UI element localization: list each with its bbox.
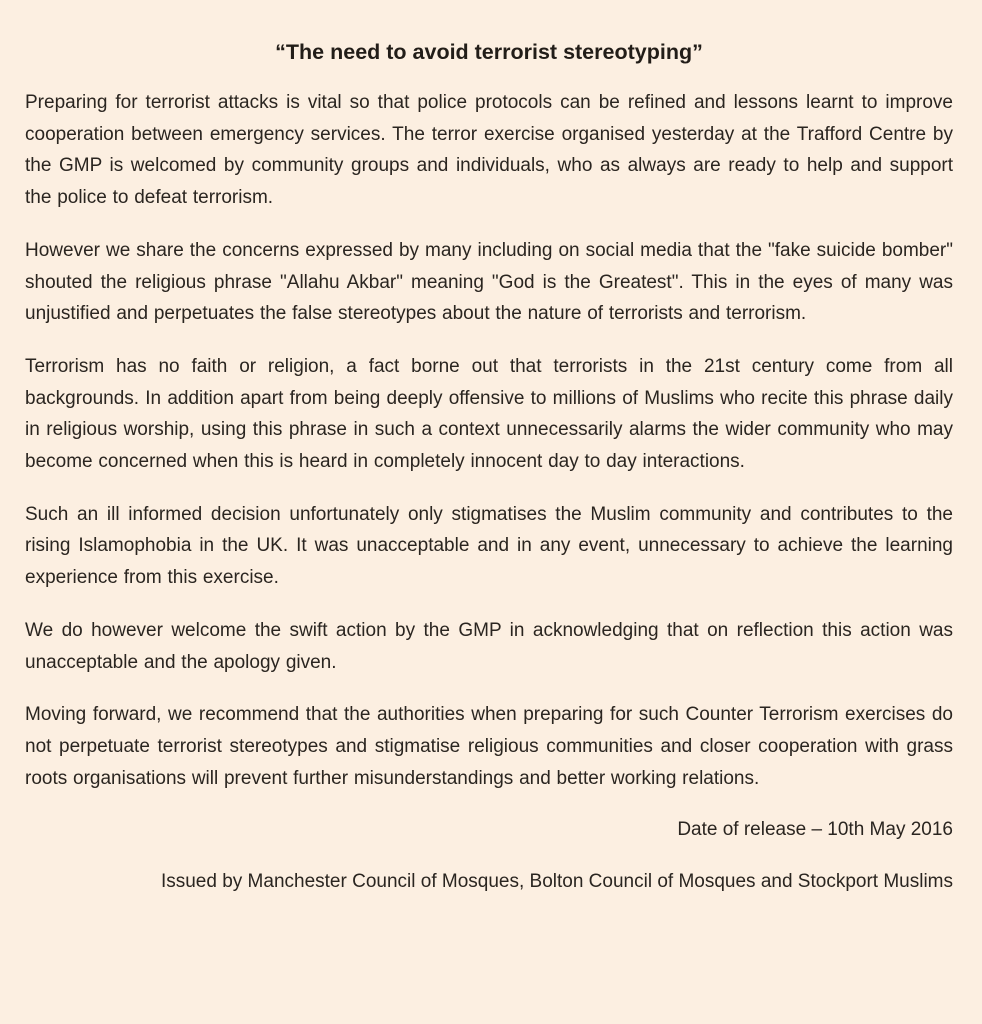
paragraph-3: Terrorism has no faith or religion, a fact borne out that terrorists in the 21st century come from all backgrounds. In addition apart from being deeply offensive to millions of Muslims who recite this phrase daily in religious worship, using this phrase in such a context unnecessarily alarms the wider community who may become concerned when this is heard in completely innocent day to day interactions. bbox=[25, 355, 953, 473]
document-title: “The need to avoid terrorist stereotyping” bbox=[275, 40, 703, 64]
paragraph-4: Such an ill informed decision unfortunately only stigmatises the Muslim community and contributes to the rising Islamophobia in the UK. It was unacceptable and in any event, unnecessary to achieve the learning experience from this exercise. bbox=[25, 503, 953, 589]
paragraph-1: Preparing for terrorist attacks is vital so that police protocols can be refined and lessons learnt to improve cooperation between emergency services. The terror exercise organised yesterday at the Trafford Centre by the GMP is welcomed by community groups and individuals, who as always are ready to help and support the police to defeat terrorism. bbox=[25, 92, 953, 209]
issued-by: Issued by Manchester Council of Mosques, Bolton Council of Mosques and Stockport Muslims bbox=[160, 871, 953, 893]
paragraph-6: Moving forward, we recommend that the authorities when preparing for such Counter Terrorism exercises do not perpetuate terrorist stereotypes and stigmatise religious communities and closer cooperation with grass roots organisations will prevent further misunderstandings and better working relations. bbox=[25, 704, 953, 789]
paragraph-5: We do however welcome the swift action by the GMP in acknowledging that on reflection this action was unacceptable and the apology given. bbox=[25, 619, 953, 673]
press-release bbox=[25, 34, 953, 897]
paragraph-2: However we share the concerns expressed by many including on social media that the "fake suicide bomber" shouted the religious phrase "Allahu Akbar" meaning "God is the Greatest". This in the eyes of many was unjustified and perpetuates the false stereotypes about the nature of terrorists and terrorism. bbox=[25, 239, 953, 325]
release-date: Date of release – 10th May 2016 bbox=[677, 819, 953, 841]
